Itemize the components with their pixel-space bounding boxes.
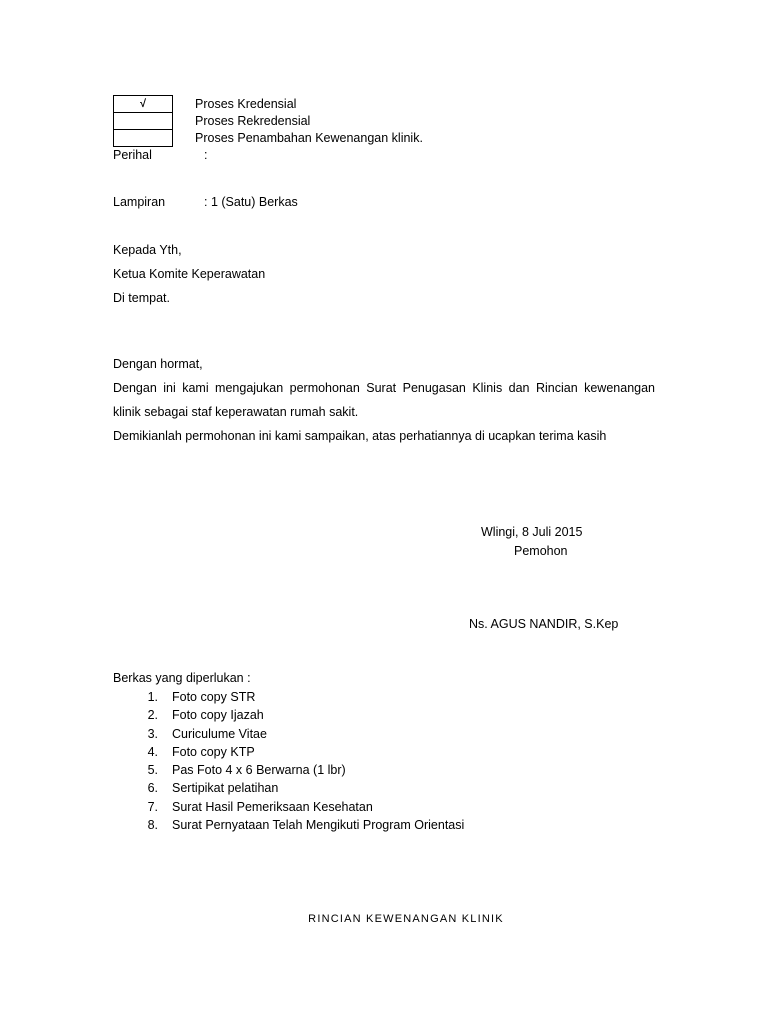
recipient-line-2: Ketua Komite Keperawatan bbox=[113, 267, 266, 281]
checkbox-rekredensial[interactable] bbox=[114, 113, 173, 130]
section-title: RINCIAN KEWENANGAN KLINIK bbox=[308, 913, 504, 925]
perihal-label: Perihal bbox=[113, 148, 152, 162]
place-date: Wlingi, 8 Juli 2015 bbox=[481, 525, 583, 539]
list-item: 5. Pas Foto 4 x 6 Berwarna (1 lbr) bbox=[147, 763, 346, 778]
applicant-title: Pemohon bbox=[514, 544, 568, 558]
list-item: 2. Foto copy Ijazah bbox=[147, 708, 264, 723]
list-item: 8. Surat Pernyataan Telah Mengikuti Program Orientasi bbox=[147, 818, 465, 833]
applicant-name: Ns. AGUS NANDIR, S.Kep bbox=[469, 617, 619, 631]
list-item: 3. Curiculume Vitae bbox=[147, 726, 267, 741]
option-label-kredensial: Proses Kredensial bbox=[195, 97, 297, 111]
recipient-line-1: Kepada Yth, bbox=[113, 243, 182, 257]
body-paragraph-2: Demikianlah permohonan ini kami sampaikan, atas perhatiannya di ucapkan terima kasih bbox=[113, 429, 607, 443]
perihal-colon: : bbox=[204, 148, 208, 162]
greeting: Dengan hormat, bbox=[113, 357, 203, 371]
checkbox-penambahan-kewenangan[interactable] bbox=[114, 130, 173, 147]
requirements-heading: Berkas yang diperlukan : bbox=[113, 671, 251, 685]
list-item: 4. Foto copy KTP bbox=[147, 744, 255, 759]
requirements-list bbox=[113, 688, 464, 834]
body-paragraph-1: Dengan ini kami mengajukan permohonan Surat Penugasan Klinis dan Rincian kewenangan klinik sebagai staf keperawatan rumah sakit. bbox=[113, 381, 655, 419]
lampiran-label: Lampiran bbox=[113, 195, 166, 209]
list-item: 6. Sertipikat pelatihan bbox=[147, 781, 279, 796]
checkbox-kredensial[interactable]: √ bbox=[114, 96, 173, 113]
list-item: 1. Foto copy STR bbox=[147, 690, 256, 704]
lampiran-value: : 1 (Satu) Berkas bbox=[204, 195, 298, 209]
recipient-line-3: Di tempat. bbox=[113, 291, 170, 305]
option-label-penambahan: Proses Penambahan Kewenangan klinik. bbox=[195, 131, 423, 145]
list-item: 7. Surat Hasil Pemeriksaan Kesehatan bbox=[147, 799, 373, 814]
process-checkbox-table bbox=[113, 95, 173, 147]
option-label-rekredensial: Proses Rekredensial bbox=[195, 114, 311, 128]
